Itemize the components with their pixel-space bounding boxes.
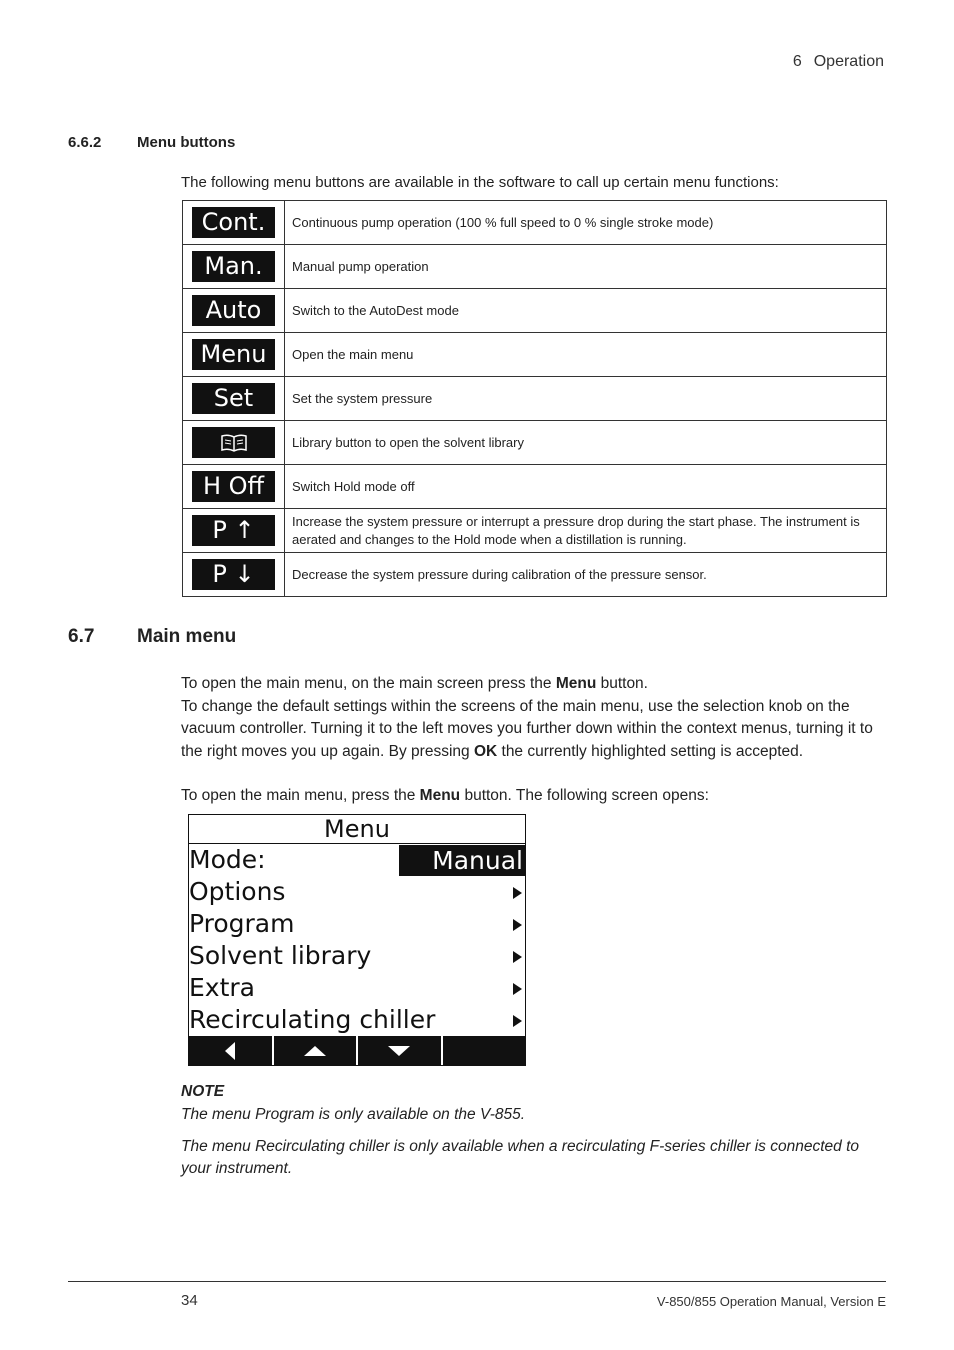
intro-paragraph: The following menu buttons are available in the software to call up certain menu functions: [181,174,779,191]
bold-text: OK [473,742,498,760]
table-row [183,377,887,421]
lcd-row-solvent-library[interactable] [189,940,525,972]
table-row [183,465,887,509]
chapter-title: Operation [813,53,884,70]
lcd-row-recirculating-chiller[interactable] [189,1004,525,1036]
row-description: Continuous pump operation (100 % full speed to 0 % single stroke mode) [285,201,887,245]
back-arrow-icon [223,1041,237,1061]
lcd-menu-screen [188,814,526,1066]
section-number: 6.7 [68,626,95,647]
down-arrow-icon [387,1045,411,1057]
note-heading: NOTE [181,1083,225,1100]
section-title: Main menu [137,626,237,647]
submenu-arrow-icon [513,951,522,963]
text: To open the main menu, press the [181,787,420,804]
text: To change the default settings within the screens of the main menu, use the selection knob on the vacuum controller. Turning it to the left moves you further down within the context menus, turning it to the right moves you up again. By pressing [181,697,873,760]
footer-divider [68,1281,886,1282]
menu-item-label: Program [189,909,295,938]
submenu-arrow-icon [513,1015,522,1027]
table-row [183,245,887,289]
bold-text: Menu [555,675,597,692]
man-button-image: Man. [192,251,275,282]
page-number: 34 [181,1292,198,1309]
row-description: Open the main menu [285,333,887,377]
row-description: Library button to open the solvent library [285,421,887,465]
table-row [183,289,887,333]
section-number: 6.6.2 [68,134,102,151]
submenu-arrow-icon [513,919,522,931]
note-text: The menu Recirculating chiller is only available when a recirculating F-series chiller is connected to your instrument. [181,1138,860,1177]
menu-item-label: Recirculating chiller [189,1005,436,1034]
up-arrow-icon [303,1045,327,1057]
lcd-row-options[interactable] [189,876,525,908]
lcd-title: Menu [189,815,525,844]
text: button. [596,675,648,692]
row-description: Increase the system pressure or interrupt a pressure drop during the start phase. The instrument is aerated and changes to the Hold mode when a distillation is running. [285,509,887,553]
note-text: The menu Program is only available on the V-855. [181,1106,526,1123]
back-softkey[interactable] [189,1036,274,1065]
submenu-arrow-icon [513,887,522,899]
row-description: Switch to the AutoDest mode [285,289,887,333]
row-description: Switch Hold mode off [285,465,887,509]
text: the currently highlighted setting is accepted. [497,742,804,760]
table-row [183,421,887,465]
library-button-image [192,427,275,458]
main-menu-paragraph [181,673,886,763]
table-row [183,553,887,597]
menu-button-image: Menu [192,339,275,370]
lcd-row-extra[interactable] [189,972,525,1004]
chapter-number: 6 [792,53,802,70]
up-softkey[interactable] [274,1036,359,1065]
menu-item-label: Solvent library [189,941,372,970]
text: To open the main menu, on the main screen press the [181,675,556,692]
pressure-down-button-image: P ↓ [192,559,275,590]
book-icon [220,433,248,453]
cont-button-image: Cont. [192,207,275,238]
submenu-arrow-icon [513,983,522,995]
lcd-row-mode[interactable] [189,844,525,876]
menu-item-label: Options [189,877,286,906]
mode-value[interactable]: Manual [399,845,525,876]
table-row [183,201,887,245]
pressure-up-button-image: P ↑ [192,515,275,546]
menu-buttons-table [182,200,887,597]
hold-off-button-image: H Off [192,471,275,502]
lcd-softkey-bar [189,1036,525,1065]
running-header [793,53,884,71]
bold-text: Menu [419,787,461,804]
open-menu-paragraph [181,785,886,808]
menu-item-label: Extra [189,973,255,1002]
section-title: Menu buttons [137,134,236,151]
table-row [183,509,887,553]
empty-softkey[interactable] [443,1036,526,1065]
row-description: Decrease the system pressure during calibration of the pressure sensor. [285,553,887,597]
document-title: V-850/855 Operation Manual, Version E [656,1294,886,1309]
down-softkey[interactable] [358,1036,443,1065]
table-row [183,333,887,377]
mode-label: Mode: [189,845,266,874]
set-button-image: Set [192,383,275,414]
row-description: Manual pump operation [285,245,887,289]
auto-button-image: Auto [192,295,275,326]
row-description: Set the system pressure [285,377,887,421]
lcd-row-program[interactable] [189,908,525,940]
text: button. The following screen opens: [460,787,709,804]
